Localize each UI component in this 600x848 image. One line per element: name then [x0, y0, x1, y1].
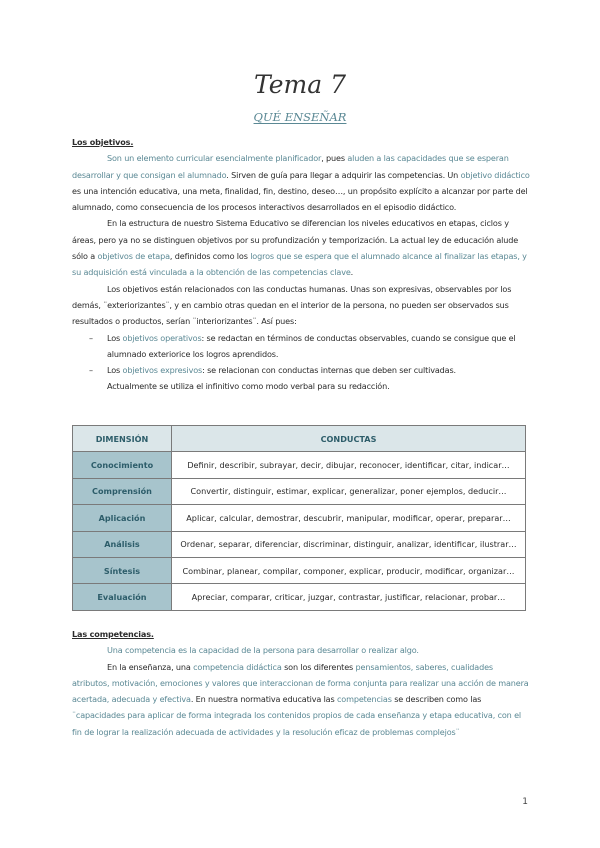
- table-row: [73, 478, 526, 504]
- table-header-row: [73, 426, 526, 452]
- objectives-list: [72, 330, 532, 379]
- page-number: 1: [522, 797, 528, 807]
- column-header-conductas: CONDUCTAS: [172, 426, 526, 452]
- table-row: [73, 557, 526, 583]
- objectives-section: [72, 134, 532, 395]
- text-run: . Sirven de guía para llegar a adquirir las competencias. Un: [226, 169, 461, 180]
- highlight-text: ¨capacidades para aplicar de forma integrada los contenidos propios de cada enseñanza y etapa educativa, con el fin de lograr la realización adecuada de actividades y la resolución eficaz de problemas complejos¨: [72, 710, 522, 737]
- highlight-text: logros que se espera que el alumnado alcance al finalizar las etapas, y su adquisición está vinculada a la obtención de las competencias clave: [72, 251, 527, 278]
- highlight-text: aluden a las capacidades que se esperan desarrollar y que consigan el alumnado: [72, 153, 509, 180]
- conducts-cell: Apreciar, comparar, criticar, juzgar, contrastar, justificar, relacionar, probar…: [172, 584, 526, 610]
- section-heading-objetivos: Los objetivos.: [72, 137, 134, 147]
- highlight-text: pensamientos, saberes, cualidades atributos, motivación, emociones y valores que interaccionan de forma conjunta para realizar una acción de manera acertada, adecuada y efectiva: [72, 661, 529, 705]
- dimensions-table: [72, 425, 526, 611]
- paragraph: [72, 659, 532, 740]
- paragraph: [72, 150, 532, 215]
- text-run: se describen como las: [391, 694, 482, 705]
- text-run: es una intención educativa, una meta, finalidad, fin, destino, deseo…, un propósito explícito a alcanzar por parte del alumnado, como consecuencia de los procesos interactivos desarrollados en el episodio didáctico.: [72, 185, 528, 213]
- dimension-cell: Comprensión: [73, 478, 172, 504]
- dimension-cell: Aplicación: [73, 505, 172, 531]
- highlight-text: Son un elemento curricular esencialmente planificador: [107, 153, 322, 164]
- list-item: [107, 330, 532, 363]
- text-run: . En nuestra normativa educativa las: [190, 694, 337, 705]
- highlight-text: objetivos operativos: [122, 332, 202, 343]
- paragraph: Una competencia es la capacidad de la persona para desarrollar o realizar algo.: [107, 645, 419, 656]
- dimension-cell: Conocimiento: [73, 452, 172, 478]
- paragraph: Los objetivos están relacionados con las conductas humanas. Unas son expresivas, observables por los demás, ¨exteriorizantes¨, y en cambio otras quedan en el interior de la persona, no pueden ser observados sus resultados o productos, serían ¨interiorizantes¨. Así pues:: [72, 283, 512, 327]
- conducts-cell: Definir, describir, subrayar, decir, dibujar, reconocer, identificar, citar, indicar…: [172, 452, 526, 478]
- text-run: : se relacionan con conductas internas que deben ser cultivadas.: [202, 365, 456, 376]
- text-run: .: [350, 267, 354, 278]
- highlight-text: competencia didáctica: [193, 661, 282, 672]
- highlight-text: objetivos expresivos: [122, 365, 203, 376]
- text-run: En la estructura de nuestro Sistema Educativo se diferencian los niveles educativos en etapas, ciclos y áreas, pero ya no se distinguen objetivos por su profundización y temporización. La actual ley de educación alude sólo a: [72, 218, 519, 262]
- dimension-cell: Síntesis: [73, 557, 172, 583]
- table-row: [73, 584, 526, 610]
- text-run: En la enseñanza, una: [107, 661, 194, 672]
- page-subtitle: QUÉ ENSEÑAR: [253, 110, 347, 124]
- text-run: , pues: [321, 153, 348, 164]
- paragraph: [72, 215, 532, 280]
- dimension-cell: Análisis: [73, 531, 172, 557]
- table-row: [73, 531, 526, 557]
- list-item: [107, 362, 532, 378]
- section-heading-competencias: Las competencias.: [72, 629, 154, 639]
- conducts-cell: Ordenar, separar, diferenciar, discriminar, distinguir, analizar, identificar, ilustrar…: [172, 531, 526, 557]
- column-header-dimension: DIMENSIÓN: [73, 426, 172, 452]
- conducts-cell: Convertir, distinguir, estimar, explicar, generalizar, poner ejemplos, deducir…: [172, 478, 526, 504]
- text-run: , definidos como los: [169, 251, 251, 262]
- note-text: Actualmente se utiliza el infinitivo como modo verbal para su redacción.: [107, 381, 390, 392]
- conducts-cell: Aplicar, calcular, demostrar, descubrir, manipular, modificar, operar, preparar…: [172, 505, 526, 531]
- page-title: Tema 7: [254, 70, 346, 99]
- competencies-section: [72, 626, 532, 740]
- text-run: Los: [107, 332, 123, 343]
- highlight-text: competencias: [337, 694, 392, 705]
- text-run: Los: [107, 365, 123, 376]
- table-row: [73, 505, 526, 531]
- dimension-cell: Evaluación: [73, 584, 172, 610]
- highlight-text: objetivo didáctico: [460, 169, 530, 180]
- conducts-cell: Combinar, planear, compilar, componer, explicar, producir, modificar, organizar…: [172, 557, 526, 583]
- highlight-text: objetivos de etapa: [97, 251, 170, 262]
- table-row: [73, 452, 526, 478]
- text-run: son los diferentes: [281, 661, 356, 672]
- text-run: : se redactan en términos de conductas observables, cuando se consigue que el alumnado exteriorice los logros aprendidos.: [107, 332, 516, 359]
